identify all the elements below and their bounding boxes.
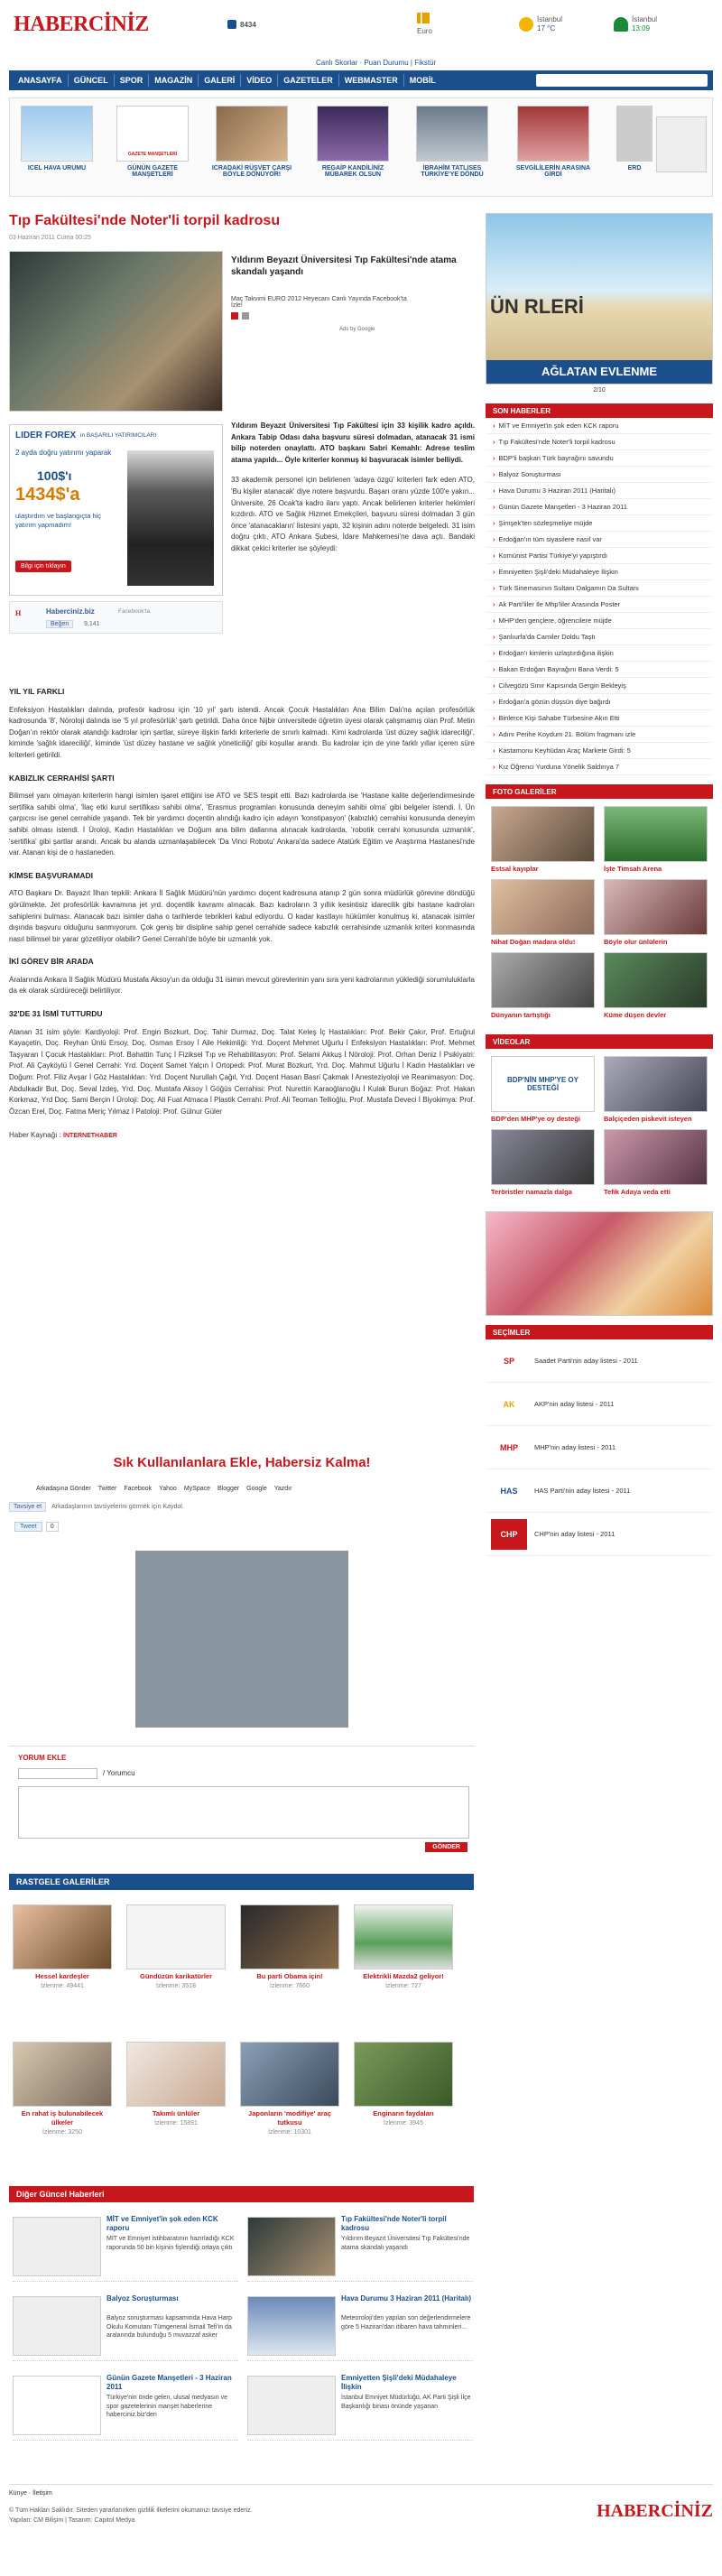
nav-galeri[interactable]: GALERİ bbox=[199, 74, 241, 87]
video-ad-placeholder[interactable] bbox=[135, 1551, 348, 1728]
visitor-counter: 8434 bbox=[227, 16, 256, 32]
foto-item[interactable]: Küme düşen devler bbox=[604, 952, 708, 1020]
footer: Künye · İletişim © Tüm Hakları Saklıdır. Siteden yararlanırken gizlilik ilkelerini okumanızı tavsiye ederiz. Yapılan: CM Bilişim | Tasarım: Capitol Medya HABERCİNİZ bbox=[9, 2484, 713, 2524]
headline-strip bbox=[9, 97, 713, 197]
strip-item[interactable]: ERD bbox=[616, 106, 653, 171]
sun-icon bbox=[519, 17, 533, 32]
gallery-item[interactable]: Elektrikli Mazda2 geliyor! İzlenme: 727 bbox=[354, 1904, 453, 1989]
footer-links[interactable]: Künye · İletişim bbox=[9, 2490, 52, 2497]
share-bar bbox=[36, 1486, 451, 1492]
list-item[interactable]: › Bakan Erdoğan Bayrağını Bana Verdi: 5 bbox=[486, 662, 713, 678]
other-news-item[interactable]: Balyoz Soruşturması Balyoz soruşturması kapsamında Hava Harp Okulu Komutanı Tümgeneral İsmail Tefi'in da aralarında bulunduğu 5 muvazzaf asker bbox=[13, 2293, 238, 2361]
gallery-item[interactable]: Japonların 'modifiye' araç tutkusu İzlenme: 10301 bbox=[240, 2042, 339, 2136]
other-news-item[interactable]: Hava Durumu 3 Haziran 2011 (Haritalı) Meteoroloji'den yapılan son değerlendirmelere göre 5 Haziran'dan itibaren hava tahminleri... bbox=[247, 2293, 473, 2361]
list-item[interactable]: AK AKP'nin aday listesi - 2011 bbox=[486, 1383, 713, 1426]
gallery-item[interactable]: Enginarın faydaları İzlenme: 3945 bbox=[354, 2042, 453, 2127]
strip-item[interactable]: ICRADAKİ RÜŞVET ÇARŞI BÖYLE DÖNÜYOR! bbox=[210, 106, 293, 178]
list-item[interactable]: MHP MHP'nin aday listesi - 2011 bbox=[486, 1426, 713, 1469]
ad-prev-icon[interactable] bbox=[231, 312, 238, 320]
tweet-button[interactable]: Tweet bbox=[14, 1522, 42, 1532]
prayer-widget[interactable]: İstanbul 13:09 bbox=[614, 16, 657, 32]
list-item[interactable]: › Adını Perihe Koydum 21. Bölüm fragmanı izle bbox=[486, 727, 713, 743]
currency-widget[interactable]: Euro bbox=[417, 13, 432, 40]
secimler-list bbox=[486, 1339, 713, 1556]
list-item[interactable]: SP Saadet Parti'nin aday listesi - 2011 bbox=[486, 1339, 713, 1383]
share-print[interactable]: Yazdır bbox=[273, 1486, 292, 1492]
nav-spor[interactable]: SPOR bbox=[115, 74, 150, 87]
list-item[interactable]: › Tıp Fakültesi'nde Noter'li torpil kadrosu bbox=[486, 434, 713, 450]
list-item[interactable]: › Erdoğan'a gözün düşsün diye bağırdı bbox=[486, 694, 713, 710]
article-date: 03 Haziran 2011 Cuma 00:25 bbox=[9, 235, 91, 241]
share-email[interactable]: Arkadaşına Gönder bbox=[36, 1486, 91, 1492]
nav-webmaster[interactable]: WEBMASTER bbox=[339, 74, 404, 87]
nav-video[interactable]: VİDEO bbox=[241, 74, 278, 87]
list-item[interactable]: › Emniyetten Şişli'deki Müdahaleye İlişkin bbox=[486, 564, 713, 580]
other-news-item[interactable]: MİT ve Emniyet'in şok eden KCK raporu MİT ve Emniyet istihbaratının hazırladığı KCK raporunda 50 bin kişinin fişlendiği ortaya çıktı bbox=[13, 2213, 238, 2282]
son-haberler-header: SON HABERLER bbox=[486, 403, 713, 418]
list-item[interactable]: › BDP'li başkan Türk bayrağını savundu bbox=[486, 450, 713, 467]
nav-guncel[interactable]: GÜNCEL bbox=[69, 74, 115, 87]
party-logo: HAS bbox=[500, 1486, 518, 1496]
fb-recommend: Tavsiye et Arkadaşlarının tavsiyelerini görmek için Kaydol. bbox=[9, 1502, 184, 1512]
share-twitter[interactable]: Twitter bbox=[97, 1486, 117, 1492]
ad-next-icon[interactable] bbox=[242, 312, 249, 320]
list-item[interactable]: HAS HAS Parti'nin aday listesi - 2011 bbox=[486, 1469, 713, 1513]
party-logo: AK bbox=[503, 1399, 515, 1409]
strip-item[interactable]: REGAİP KANDİLİNİZ MÜBAREK OLSUN bbox=[311, 106, 394, 178]
article-title: Tıp Fakültesi'nde Noter'li torpil kadrosu bbox=[9, 213, 281, 228]
strip-arrow[interactable] bbox=[656, 116, 707, 172]
ad-slider[interactable]: ÜN RLERİ AĞLATAN EVLENME bbox=[486, 213, 713, 385]
right-promo-banner[interactable] bbox=[486, 1211, 713, 1316]
mosque-icon bbox=[614, 17, 628, 32]
weather-widget[interactable]: İstanbul 17 °C bbox=[519, 16, 562, 32]
foto-galeri-header: FOTO GALERİLER bbox=[486, 784, 713, 799]
list-item[interactable]: › MİT ve Emniyet'in şok eden KCK raporu bbox=[486, 418, 713, 434]
foto-item[interactable]: Dünyanın tartıştığı bbox=[491, 952, 595, 1020]
other-news-item[interactable]: Emniyetten Şişli'deki Müdahaleye İlişkin İstanbul Emniyet Müdürlüğü, AK Parti Şişli İlçe Başkanlığı binası önünde yaşanan bbox=[247, 2372, 473, 2441]
list-item[interactable]: › Türk Sinemasının Sultanı Dalgamın Da Sultanı bbox=[486, 580, 713, 597]
forex-ad[interactable]: LIDER FOREX in BAŞARILI YATIRIMCILARI 2 ayda doğru yatırımı yaparak 100$'ı 1434$'a ulaştırdım ve başlangıçta hiç yatırım yapmadım! Bilgi için tıklayın bbox=[9, 424, 223, 596]
share-headline: Sık Kullanılanlara Ekle, Habersiz Kalma! bbox=[113, 1455, 371, 1470]
video-item[interactable]: Teröristler namazla dalga bbox=[491, 1129, 595, 1197]
strip-item[interactable]: GAZETE MANŞETLERİ GÜNÜN GAZETE MANŞETLERİ bbox=[111, 106, 194, 178]
main-nav bbox=[9, 70, 713, 90]
gallery-item[interactable]: Takımlı ünlüler İzlenme: 15891 bbox=[126, 2042, 226, 2127]
list-item[interactable]: › Şanlıurfa'da Camiler Doldu Taştı bbox=[486, 629, 713, 645]
list-item[interactable]: › Binlerce Kişi Sahabe Türbesine Akın Etti bbox=[486, 710, 713, 727]
list-item[interactable]: › Kastamonu Keyhüdan Araç Markete Girdi: 5 bbox=[486, 743, 713, 759]
slider-pager[interactable]: 2/10 bbox=[593, 387, 606, 394]
list-item[interactable]: › Balyoz Soruşturması bbox=[486, 467, 713, 483]
nav-anasayfa[interactable]: ANASAYFA bbox=[13, 74, 69, 87]
comment-textarea[interactable] bbox=[18, 1786, 469, 1839]
foto-item[interactable]: Nihat Doğan madara oldu! bbox=[491, 879, 595, 947]
forex-model-photo bbox=[127, 450, 214, 586]
party-logo: MHP bbox=[500, 1442, 518, 1452]
article-intro: Yıldırım Beyazıt Üniversitesi Tıp Fakültesi için 33 kişilik kadro açıldı. Ankara Tabip Odası daha başvuru süresi dolmadan, atanacak 31 ismi bilip noterden onaylattı. ATO başkanı Sabri Kemahlı: Adrese teslim atama yapıldı... Öyle kriterler konmuş ki başvuracak isimler belliydi. 33 akademik personel için belirlenen 'adaya özgü' kriterleri fark eden ATO, 'Bu kişiler atanacak' diye notere başvurdu. Başarı oranı yüzde 100'e yakın... Üniversite, 26 Ocak'ta kadro ilanı yaptı. Ancak belirlenen kriterler hekimleri kızdırdı. ATO ve Sağlık Hizmet Emekçileri, başvuru süresi dolmadan 3 gün önce 'atanacakların' listesini yaptı, 32 kişinin adını noterde belgeledi. 31 isim doğru çıktı, ATO Ankara Şubesi, İdare Mahkemesi'ne dava açtı. Bandaki dikkat çekici kriterler ise şöyleydi: bbox=[231, 422, 475, 552]
gallery-header: RASTGELE GALERİLER bbox=[9, 1874, 474, 1890]
strip-item[interactable]: ICEL HAVA URUMU bbox=[15, 106, 98, 171]
currency-chart-icon bbox=[417, 13, 430, 23]
party-logo: SP bbox=[503, 1356, 514, 1366]
nav-gazeteler[interactable]: GAZETELER bbox=[278, 74, 339, 87]
list-item[interactable]: › Hava Durumu 3 Haziran 2011 (Haritalı) bbox=[486, 483, 713, 499]
nav-mobil[interactable]: MOBİL bbox=[409, 76, 436, 85]
videolar-grid bbox=[486, 1049, 713, 1204]
gallery-item[interactable]: Hessel kardeşler İzlenme: 49441 bbox=[13, 1904, 112, 1989]
tweet-widget: Tweet 0 bbox=[14, 1522, 59, 1532]
search-input[interactable] bbox=[536, 74, 708, 87]
video-item[interactable]: BDP'NİN MHP'YE OY DESTEĞİ BDP'den MHP'ye oy desteği bbox=[491, 1056, 595, 1124]
share-yahoo[interactable]: Yahoo bbox=[159, 1486, 177, 1492]
party-logo: CHP bbox=[491, 1519, 527, 1550]
lead-ad[interactable]: Yıldırım Beyazıt Üniversitesi Tıp Fakültesi'nde atama skandalı yaşandı Maç Takvimi EURO 2012 Heyecanı Canlı Yayında Facebook'ta İzle! Ads by Google bbox=[231, 255, 457, 332]
fb-recommend-button[interactable]: Tavsiye et bbox=[9, 1502, 46, 1512]
gallery-item[interactable]: Bu parti Obama için! İzlenme: 7660 bbox=[240, 1904, 339, 1989]
list-item[interactable]: › Günün Gazete Manşetleri - 3 Haziran 2011 bbox=[486, 499, 713, 515]
share-google[interactable]: Google bbox=[246, 1486, 267, 1492]
comment-form: YORUM EKLE / Yorumcu GÖNDER bbox=[9, 1746, 475, 1856]
right-column bbox=[486, 213, 713, 1556]
foto-item[interactable]: İşte Timsah Arena bbox=[604, 806, 708, 874]
strip-item[interactable]: SEVGİLİLERİN ARASINA GİRDİ bbox=[512, 106, 595, 178]
son-haberler-list bbox=[486, 418, 713, 775]
video-item[interactable]: Balçiçeden piskevit isteyen bbox=[604, 1056, 708, 1124]
list-item[interactable]: › MHP'den gençlere, öğrencilere müjde bbox=[486, 613, 713, 629]
other-news-header: Diğer Güncel Haberleri bbox=[9, 2186, 474, 2202]
source-logo[interactable]: İNTERNETHABER bbox=[63, 1133, 117, 1140]
nav-magazin[interactable]: MAGAZİN bbox=[149, 74, 199, 87]
forex-cta-button[interactable]: Bilgi için tıklayın bbox=[15, 561, 71, 572]
article-body: YIL YIL FARKLI Enfeksiyon Hastalıkları dalında, profesör kadrosu için '10 yıl' şartı istendi. Ancak Çocuk Hastalıkları Ana Bilim Dalı'na açılan profesörlük kadrosunda '8', Nöroloji dalında ise '5 yıl profesörlük' şartı getirildi. Daha önce Nijbir üniversitede öğretim üyesi olarak çalışmamış olan Prof. Metin Doğan'ın rektör olarak atandığı kadrolar için şartlar, süreye ilişkin farklı kriterlerle de sınırlı kalmadı. Kimi kadrolarda 'üst düzey sağlık idareciliği', kiminde 'sağlık idareciliği', kiminde 'üst düzey hastane ve sağlık yöneticiliği' gibi koşullar arandı. Bu kadrolar için de yine farklı yıllar içeren süre kriterleri getirildi. KABIZLIK CERRAHİSİ ŞARTI Bilimsel yanı olmayan kriterlerin hangi isimlen işaret ettiğini ise ATO ve SES tespit etti. Bazı kadrolarda ise 'Hastane kalite değerlendirmesinde sertifika sahibi olma', 'İlaç etki kurul sertifikası sahibi olma', 'Erasmus programları konusunda deneyim sahibi olma' gibi belgeler istendi. İ. Ün çarpıcısı ise genel cerrahide yaşandı. Tek bir yardımcı doçentin alındığı kadro için adayın 'konstipasyon' (kabızlık) cerrahisi konusunda deneyim sahibi olması istendi. İ Üroloji, Kadın Hastalıkları ve Doğum ana bilim dallarına alınacak kadrolarda, 'robotik cerrahi konusunda uzmanlık', 'sertifika' gibi şartlar arandı. Ancak bu alanda uzmanlaşabilecek 'Da Vinci Robotu' Ankara'da sadece Atatürk Eğitim ve Araştırma Hastanesi'nde var. Atanan kişi de o hastaneden. KİMSE BAŞVURAMADI ATO Başkanı Dr. Bayazıt İlhan tepkili: Ankara İl Sağlık Müdürü'nün yardımcı doçent kadrosuna atanıp 2 gün sonra müdürlük görevine döndüğü görülmekte. Jet profesörlük kavramına jet yrd. doçentlik kavramı alınacak. Bazı kadroların 3 yıllık kesintisiz idarecilik gibi hastane kadroları sahiplerini bulması. Atanacak bazı isimler daha o tarihlerde tebrikleri kabul ediyordu. O kadar kastlayıı hükümler konulmuş ki, atanacak isimler dışında başvuru olduğunu sanmıyorum. Çok geniş bir disipline sahip genel cerrahide sadece kabızlık cerrahisinde uzmanlık kriteri konmasında nasıl bilimsel bir yarar gözetiliyor olabilir? Genel Cerrahi'de böyle bir uzmanlık yok. İKİ GÖREV BİR ARADA Aralarında Ankara İl Sağlık Müdürü Mustafa Aksoy'un da olduğu 31 isimin mevcut görevlerinin yanı sıra yeni kadrolarının yüklediği sorumluluklarla da ek olarak sürdüreceği belirtiliyor. 32'DE 31 İSMİ TUTTURDU Atanan 31 isim şöyle: Kardiyoloji: Prof. Engin Bozkurt, Doç. Tahir Durmaz, Doç. Talat Keleş İç Hastalıkları: Prof. Bekir Çakır, Prof. Ertuğrul Kayaçetin, Doç. Reyhan Ünlü Ersoy, Doç. Osman Ersoy İ Aile Hekimliği: Yrd. Doçent Mehmet Uğurlu İ Enfeksiyon Hastalıkları: Prof. Mehmet Taşyaran İ Çocuk Hastalıkları: Prof. Bahattin Tunç İ Fiziksel Tıp ve Rehabilitasyon: Prof. Selami Akkuş İ Nöroloji: Prof. Orhan Deniz İ Psikiyatri: Prof. Ali Çayköylü İ Genel Cerrahi: Yrd. Doçent Samet Yalçın İ Ortopedi: Prof. Murat Bozkurt, Yrd. Doç. Mahmut Uğurlu İ Kadın Hastalıkları ve Doğum: Prof. Filiz Avşar İ Göz Hastalıkları: Yrd. Doçent Nurullah Çağıl, Yrd. Doçent Hasan Basri Çakmak İ Anesteziyoloji ve Reanimasyon: Doç. Abdulkadir But, Doç. Seval İzdeş, Yrd. Doç. Mustafa Aksoy İ Göğüs Cerrahisi: Prof. Nurettin Karaoğlanoğlu İ Kulak Burun Boğaz: Prof. Hakan Korkmaz, Yrd Doç. Sami Berçin İ Üroloji: Doç. Ali Fuat Atmaca İ Plastik Cerrahi: Prof. Ali Teoman Tellioğlu, Prof. Mustafa Deveci İ Biyokimya: Prof. Özcan Erel, Doç. Fatma Meriç Yılmaz İ Patoloji: Prof. Gülnur Güler Haber Kaynağı : İNTERNETHABER bbox=[9, 687, 475, 1140]
list-item[interactable]: › Erdoğan'ın tüm siyasilere nasıl var bbox=[486, 532, 713, 548]
secimler-header: SEÇİMLER bbox=[486, 1325, 713, 1339]
share-facebook[interactable]: Facebook bbox=[124, 1486, 153, 1492]
facebook-box: H Haberciniz.biz Facebook'ta Beğen 9,141 bbox=[9, 601, 223, 634]
foto-galeri-grid bbox=[486, 799, 713, 1027]
gallery-item[interactable]: Gündüzün karikatürler İzlenme: 3518 bbox=[126, 1904, 226, 1989]
article-photo bbox=[9, 251, 223, 412]
fb-like-button[interactable]: Beğen bbox=[46, 620, 73, 628]
other-news-item[interactable]: Günün Gazete Manşetleri - 3 Haziran 2011 Türkiye'nin önde gelen, ulusal medyasın ve spor gazetelerinin manşet haberlerine haberciniz.biz'den bbox=[13, 2372, 238, 2441]
submit-comment-button[interactable]: GÖNDER bbox=[425, 1842, 467, 1852]
footer-logo[interactable]: HABERCİNİZ bbox=[597, 2501, 713, 2521]
foto-item[interactable]: Estsal kayıplar bbox=[491, 806, 595, 874]
counter-icon bbox=[227, 20, 236, 29]
foto-item[interactable]: Böyle olur ünlülerin bbox=[604, 879, 708, 947]
video-item[interactable]: Tefik Adaya veda etti bbox=[604, 1129, 708, 1197]
list-item[interactable]: › Kız Öğrenci Yurduna Yönelik Saldırıya 7 bbox=[486, 759, 713, 775]
gallery-item[interactable]: En rahat iş bulunabilecek ülkeler İzlenme: 3250 bbox=[13, 2042, 112, 2136]
list-item[interactable]: › Şimşek'ten sözleşmeliye müjde bbox=[486, 515, 713, 532]
site-logo[interactable]: HABERCİNİZ bbox=[14, 13, 149, 36]
commenter-name-input[interactable] bbox=[18, 1768, 97, 1779]
list-item[interactable]: › Erdoğan'ı kimlerin uzlaştırdığına ilişkin bbox=[486, 645, 713, 662]
sport-links[interactable]: Canlı Skorlar · Puan Durumu | Fikstür bbox=[316, 58, 437, 67]
other-news-item[interactable]: Tıp Fakültesi'nde Noter'li torpil kadrosu Yıldırım Beyazıt Üniversitesi Tıp Fakültesi'nde atama skandalı yaşandı bbox=[247, 2213, 473, 2282]
fb-page-link[interactable]: Haberciniz.biz bbox=[46, 607, 95, 616]
list-item[interactable]: › Ak Parti'liler İle Mhp'liler Arasında Poster bbox=[486, 597, 713, 613]
share-blogger[interactable]: Blogger bbox=[218, 1486, 240, 1492]
videolar-header: VİDEOLAR bbox=[486, 1034, 713, 1049]
list-item[interactable]: › Cilvegözü Sınır Kapısında Gergin Bekleyiş bbox=[486, 678, 713, 694]
list-item[interactable]: › Komünist Partisi Türkiye'yi yapıştırdı bbox=[486, 548, 713, 564]
list-item[interactable]: CHP CHP'nin aday listesi - 2011 bbox=[486, 1513, 713, 1556]
share-myspace[interactable]: MySpace bbox=[183, 1486, 210, 1492]
strip-item[interactable]: İBRAHİM TATLISES TÜRKİYE'YE DÖNDÜ bbox=[411, 106, 494, 178]
